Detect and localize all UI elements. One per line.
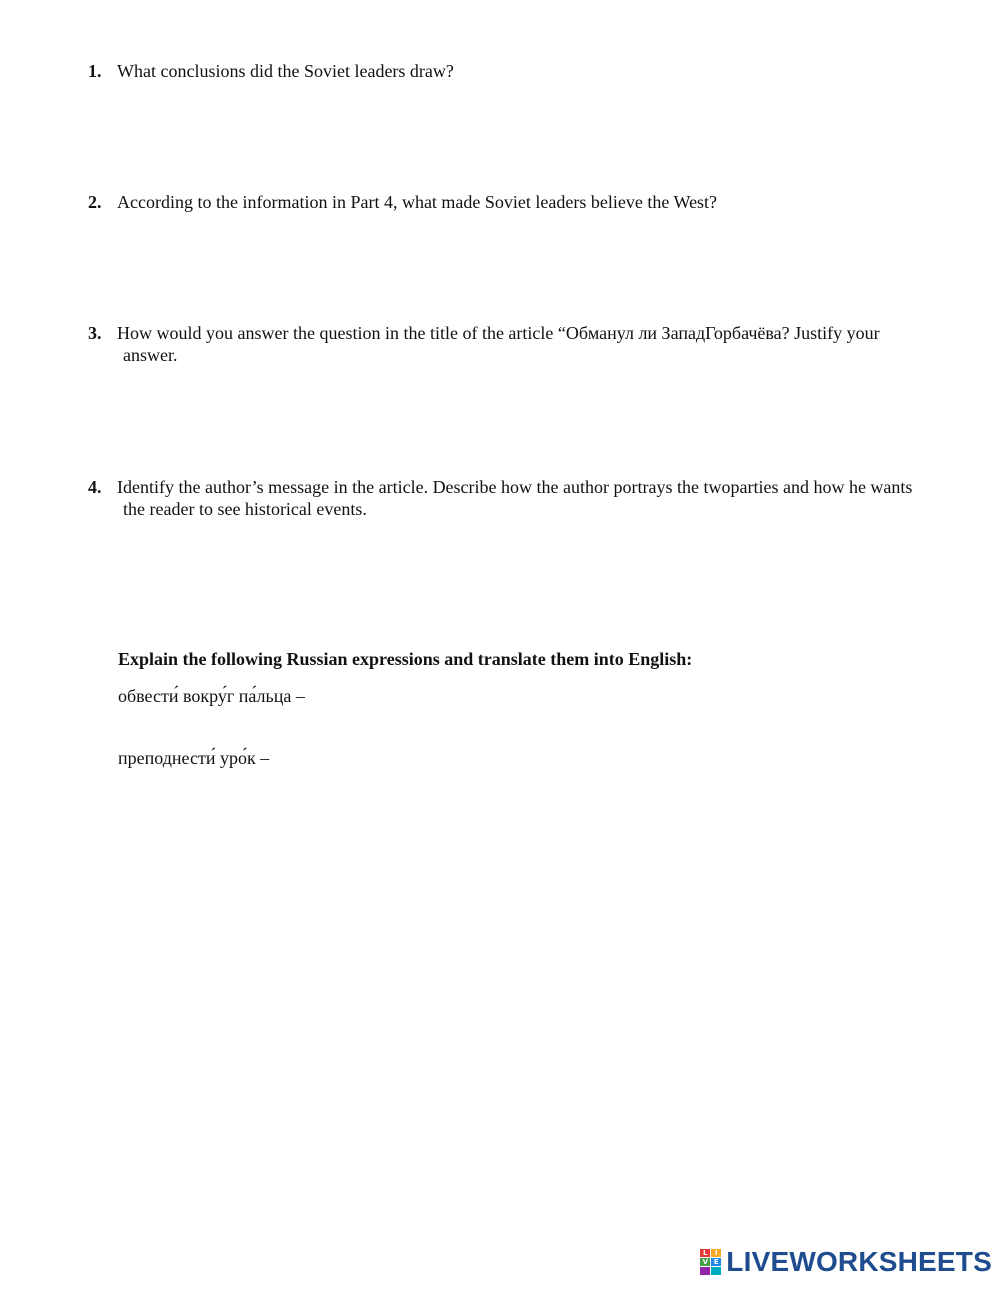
logo-tile [700,1267,710,1275]
question-1 [88,60,938,82]
liveworksheets-logo [700,1247,992,1277]
logo-tile: L [700,1249,710,1257]
question-2 [88,191,938,213]
question-3 [88,322,938,366]
question-text: Identify the author’s message in the article. Describe how the author portrays the twoparties and how he wants the reader to see historical events. [117,477,913,519]
logo-tile: V [700,1258,710,1266]
expressions-heading: Explain the following Russian expressions and translate them into English: [118,649,693,669]
logo-tile: E [711,1258,721,1266]
logo-tile [711,1267,721,1275]
question-number: 2. [88,192,102,212]
logo-mark-icon [700,1249,721,1275]
question-text: How would you answer the question in the title of the article “Обманул ли ЗападГорбачёва? Justify your answer. [117,323,880,365]
question-number: 4. [88,477,102,497]
brand-name: LIVEWORKSHEETS [726,1246,992,1277]
question-text: What conclusions did the Soviet leaders draw? [117,61,454,81]
logo-tile: I [711,1249,721,1257]
russian-expression-1: обвести́ вокру́г па́льца – [118,686,305,706]
question-number: 1. [88,61,102,81]
question-number: 3. [88,323,102,343]
question-4 [88,476,938,520]
question-text: According to the information in Part 4, what made Soviet leaders believe the West? [117,192,718,212]
russian-expression-2: преподнести́ уро́к – [118,748,270,768]
